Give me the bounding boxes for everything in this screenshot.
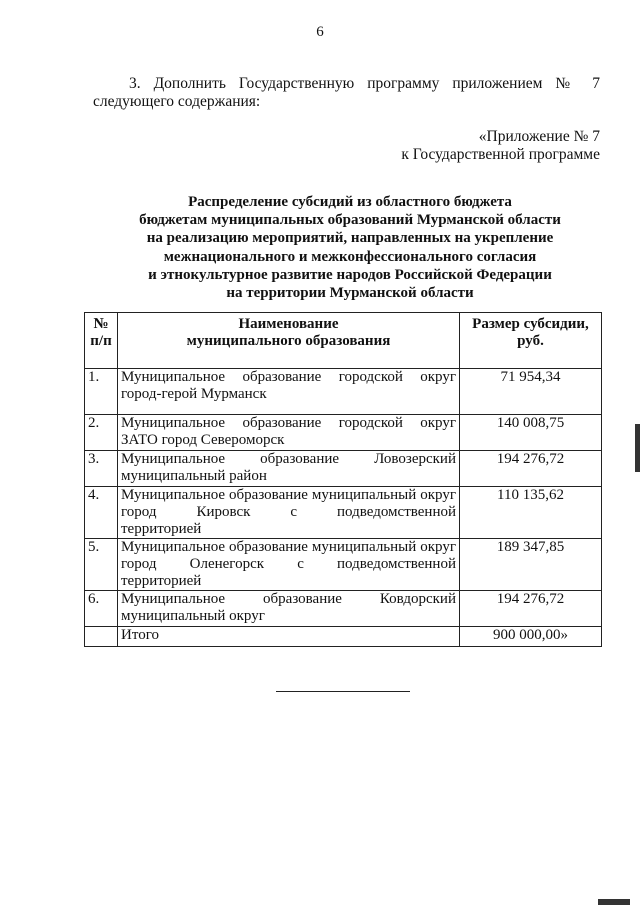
scan-corner-mark [598,899,630,905]
page-number: 6 [316,24,324,40]
municipality-text: Муниципальное образование муниципальный округ город Оленегорск с подведомственной [121,539,456,572]
row-number: 5. [85,539,118,591]
row-number: 3. [85,451,118,487]
title-line: на территории Мурманской области [226,285,474,302]
row-number: 2. [85,415,118,451]
header-name-line-1: Наименование [238,316,339,332]
closing-divider [276,691,410,692]
row-amount: 140 008,75 [460,415,602,451]
header-amount [460,313,602,369]
municipality-text: Муниципальное образование муниципальный округ город Кировск с подведомственной [121,487,456,520]
municipality-text: Муниципальное образование Ковдорский [121,591,456,607]
municipality-text-end: муниципальный округ [121,608,265,624]
row-amount: 71 954,34 [460,369,602,415]
row-municipality [118,539,460,591]
total-number-cell [85,627,118,647]
table-header-row [85,313,602,369]
row-municipality [118,487,460,539]
table-row [85,369,602,415]
table-row [85,451,602,487]
appendix-header [401,128,600,164]
municipality-text-end: территорией [121,521,202,537]
row-municipality [118,451,460,487]
municipality-text: Муниципальное образование Ловозерский [121,451,456,467]
table-row [85,539,602,591]
row-amount: 110 135,62 [460,487,602,539]
title-line: бюджетам муниципальных образований Мурманской области [139,212,561,229]
header-number-line-1: № [93,316,109,332]
scan-edge-mark [635,424,640,472]
header-amount-line-2: руб. [517,333,544,349]
header-name-line-2: муниципального образования [186,333,391,349]
row-municipality [118,415,460,451]
subsidy-table [84,312,602,647]
municipality-text-end: территорией [121,573,202,589]
table-row [85,415,602,451]
row-amount: 194 276,72 [460,451,602,487]
header-amount-line-1: Размер субсидии, [472,316,589,332]
appendix-line-1: «Приложение № 7 [478,128,600,145]
municipality-text-end: город-герой Мурманск [121,386,267,402]
municipality-text-end: ЗАТО город Североморск [121,432,285,448]
document-title [60,193,640,302]
row-number: 6. [85,591,118,627]
header-number [85,313,118,369]
municipality-text-end: муниципальный район [121,468,267,484]
total-amount: 900 000,00» [460,627,602,647]
amendment-paragraph [93,75,600,111]
table-row [85,487,602,539]
title-line: Распределение субсидий из областного бюджета [188,194,512,210]
amendment-line-1: 3. Дополнить Государственную программу приложением № 7 [129,75,600,92]
title-line: и этнокультурное развитие народов Российской Федерации [148,266,552,283]
table-row [85,591,602,627]
municipality-text: Муниципальное образование городской округ [121,369,456,385]
municipality-text: Муниципальное образование городской округ [121,415,456,431]
row-number: 1. [85,369,118,415]
row-number: 4. [85,487,118,539]
total-label: Итого [118,627,460,647]
row-amount: 194 276,72 [460,591,602,627]
total-row [85,627,602,647]
row-municipality [118,369,460,415]
amendment-line-2: следующего содержания: [93,93,261,110]
row-amount: 189 347,85 [460,539,602,591]
header-number-line-2: п/п [90,333,112,349]
title-line: на реализацию мероприятий, направленных на укрепление [146,230,554,247]
header-name [118,313,460,369]
row-municipality [118,591,460,627]
appendix-line-2: к Государственной программе [401,146,600,163]
title-line: межнационального и межконфессионального согласия [163,248,537,265]
